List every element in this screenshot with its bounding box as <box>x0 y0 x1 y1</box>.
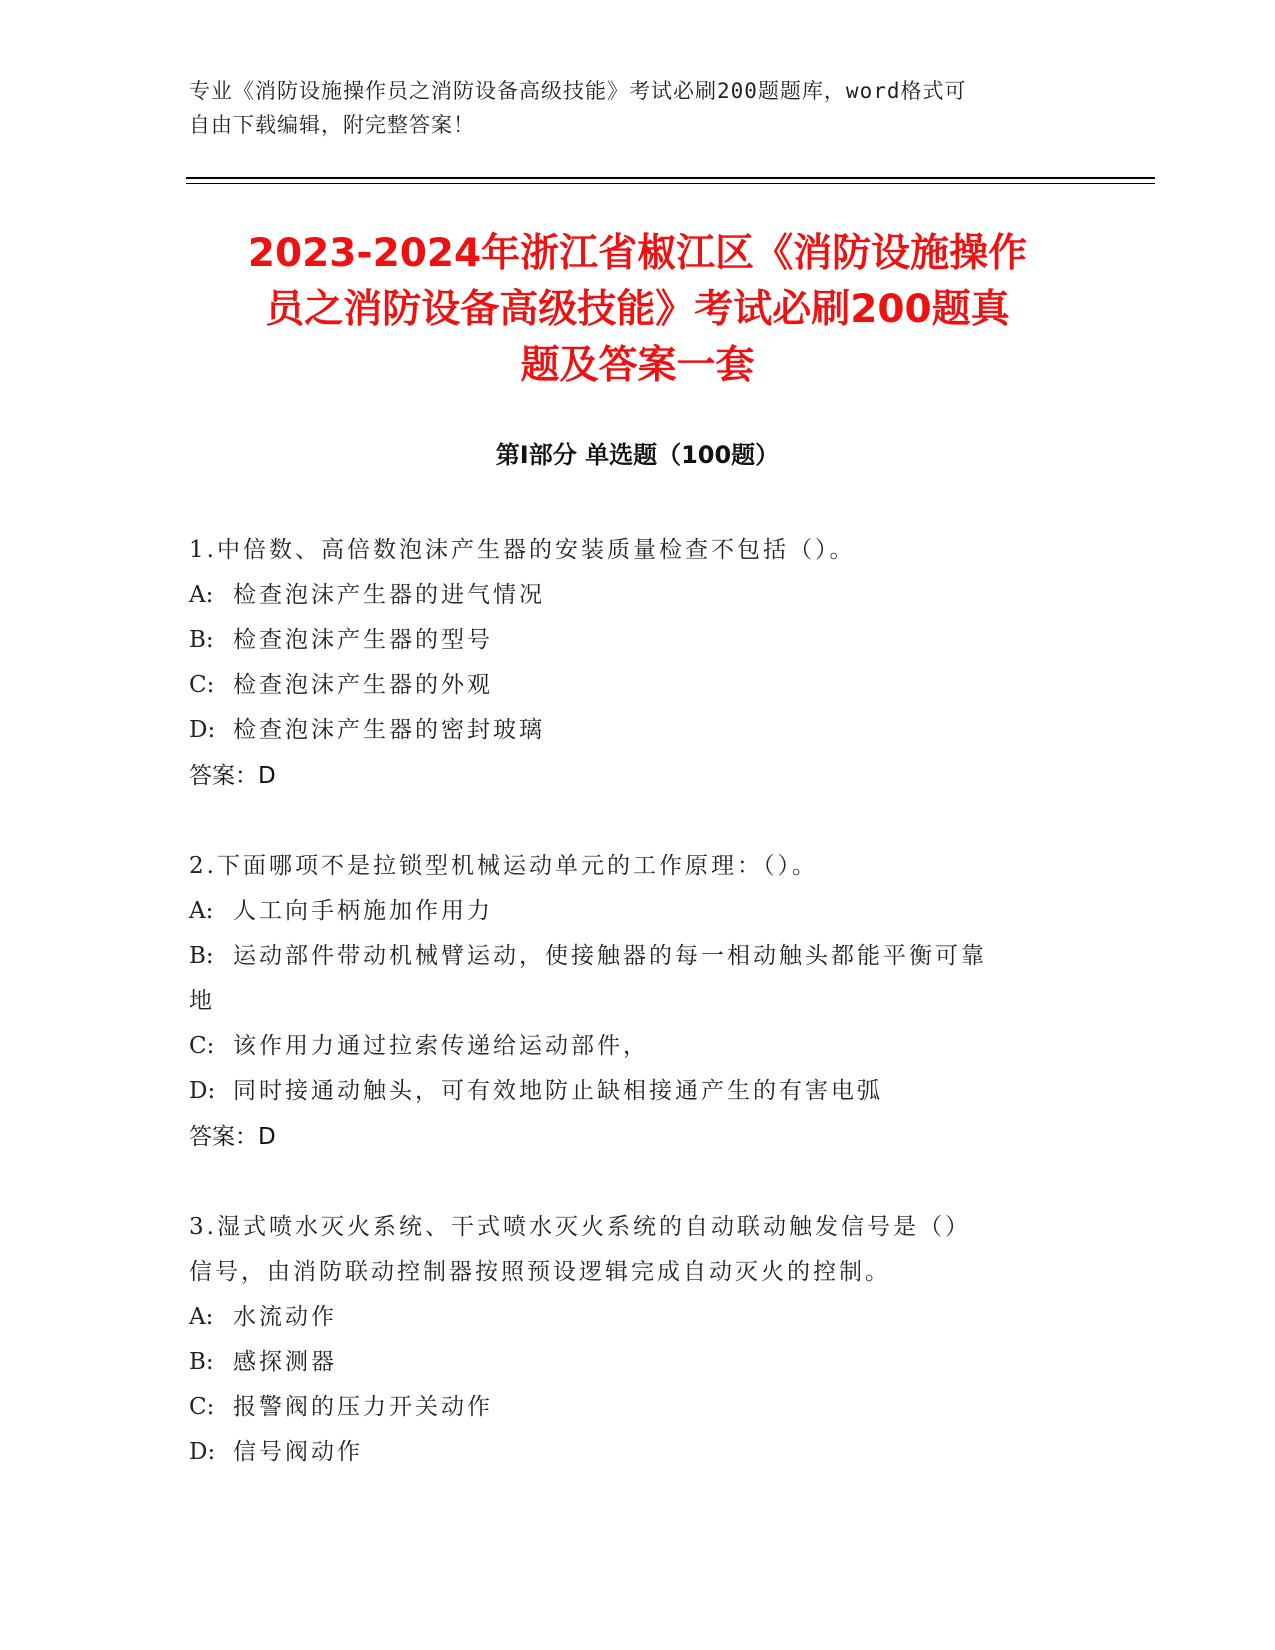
option-text: 检查泡沫产生器的密封玻璃 <box>233 717 545 743</box>
option-b-continuation: 地 <box>189 988 215 1014</box>
option-b <box>189 1340 1069 1385</box>
option-label: C: <box>189 1394 215 1420</box>
option-label: B: <box>189 627 214 653</box>
option-text: 报警阀的压力开关动作 <box>233 1394 493 1420</box>
option-c <box>189 1385 1069 1430</box>
option-text: 同时接通动触头，可有效地防止缺相接通产生的有害电弧 <box>233 1078 883 1104</box>
question-1 <box>189 528 1069 799</box>
option-text: 检查泡沫产生器的进气情况 <box>233 582 545 608</box>
option-c <box>189 663 1069 708</box>
document-title <box>160 226 1115 394</box>
option-text: 信号阀动作 <box>233 1439 363 1465</box>
question-list <box>189 528 1069 1520</box>
option-d <box>189 1069 1069 1114</box>
section-heading: 第Ⅰ部分 单选题（100题） <box>495 441 780 469</box>
answer-line: 答案：D <box>189 1124 276 1150</box>
option-text: 该作用力通过拉索传递给运动部件， <box>233 1033 649 1059</box>
question-2 <box>189 844 1069 1160</box>
option-b <box>189 934 1069 979</box>
question-stem: 3.湿式喷水灭火系统、干式喷水灭火系统的自动联动触发信号是（） <box>189 1214 971 1240</box>
option-a <box>189 573 1069 618</box>
option-text: 人工向手柄施加作用力 <box>233 898 493 924</box>
header-note-line-1: 专业《消防设施操作员之消防设备高级技能》考试必刷200题题库，word格式可 <box>189 79 967 103</box>
option-text: 检查泡沫产生器的外观 <box>233 672 493 698</box>
option-text: 检查泡沫产生器的型号 <box>233 627 493 653</box>
header-divider-thick <box>186 177 1155 179</box>
option-a <box>189 1295 1069 1340</box>
option-label: A: <box>189 1304 214 1330</box>
question-stem: 1.中倍数、高倍数泡沫产生器的安装质量检查不包括（）。 <box>189 537 856 563</box>
option-label: A: <box>189 898 214 924</box>
option-label: C: <box>189 1033 215 1059</box>
option-label: B: <box>189 943 214 969</box>
option-label: C: <box>189 672 215 698</box>
header-divider-thin <box>186 183 1155 184</box>
option-d <box>189 708 1069 753</box>
title-line-3: 题及答案一套 <box>520 343 755 388</box>
title-line-1: 2023-2024年浙江省椒江区《消防设施操作 <box>247 231 1028 276</box>
answer-line: 答案：D <box>189 763 276 789</box>
option-text: 水流动作 <box>233 1304 337 1330</box>
header-note-line-2: 自由下载编辑，附完整答案！ <box>189 113 475 137</box>
option-d <box>189 1430 1069 1475</box>
option-b <box>189 618 1069 663</box>
question-3 <box>189 1205 1069 1475</box>
question-stem-continuation: 信号，由消防联动控制器按照预设逻辑完成自动灭火的控制。 <box>189 1259 891 1285</box>
title-line-2: 员之消防设备高级技能》考试必刷200题真 <box>265 287 1010 332</box>
option-text: 感探测器 <box>233 1349 337 1375</box>
option-label: D: <box>189 717 216 743</box>
option-label: A: <box>189 582 214 608</box>
option-label: D: <box>189 1439 216 1465</box>
option-label: B: <box>189 1349 214 1375</box>
header-note <box>189 74 1069 142</box>
option-a <box>189 889 1069 934</box>
option-label: D: <box>189 1078 216 1104</box>
option-text: 运动部件带动机械臂运动，使接触器的每一相动触头都能平衡可靠 <box>233 943 987 969</box>
option-c <box>189 1024 1069 1069</box>
question-stem: 2.下面哪项不是拉锁型机械运动单元的工作原理：（）。 <box>189 853 818 879</box>
